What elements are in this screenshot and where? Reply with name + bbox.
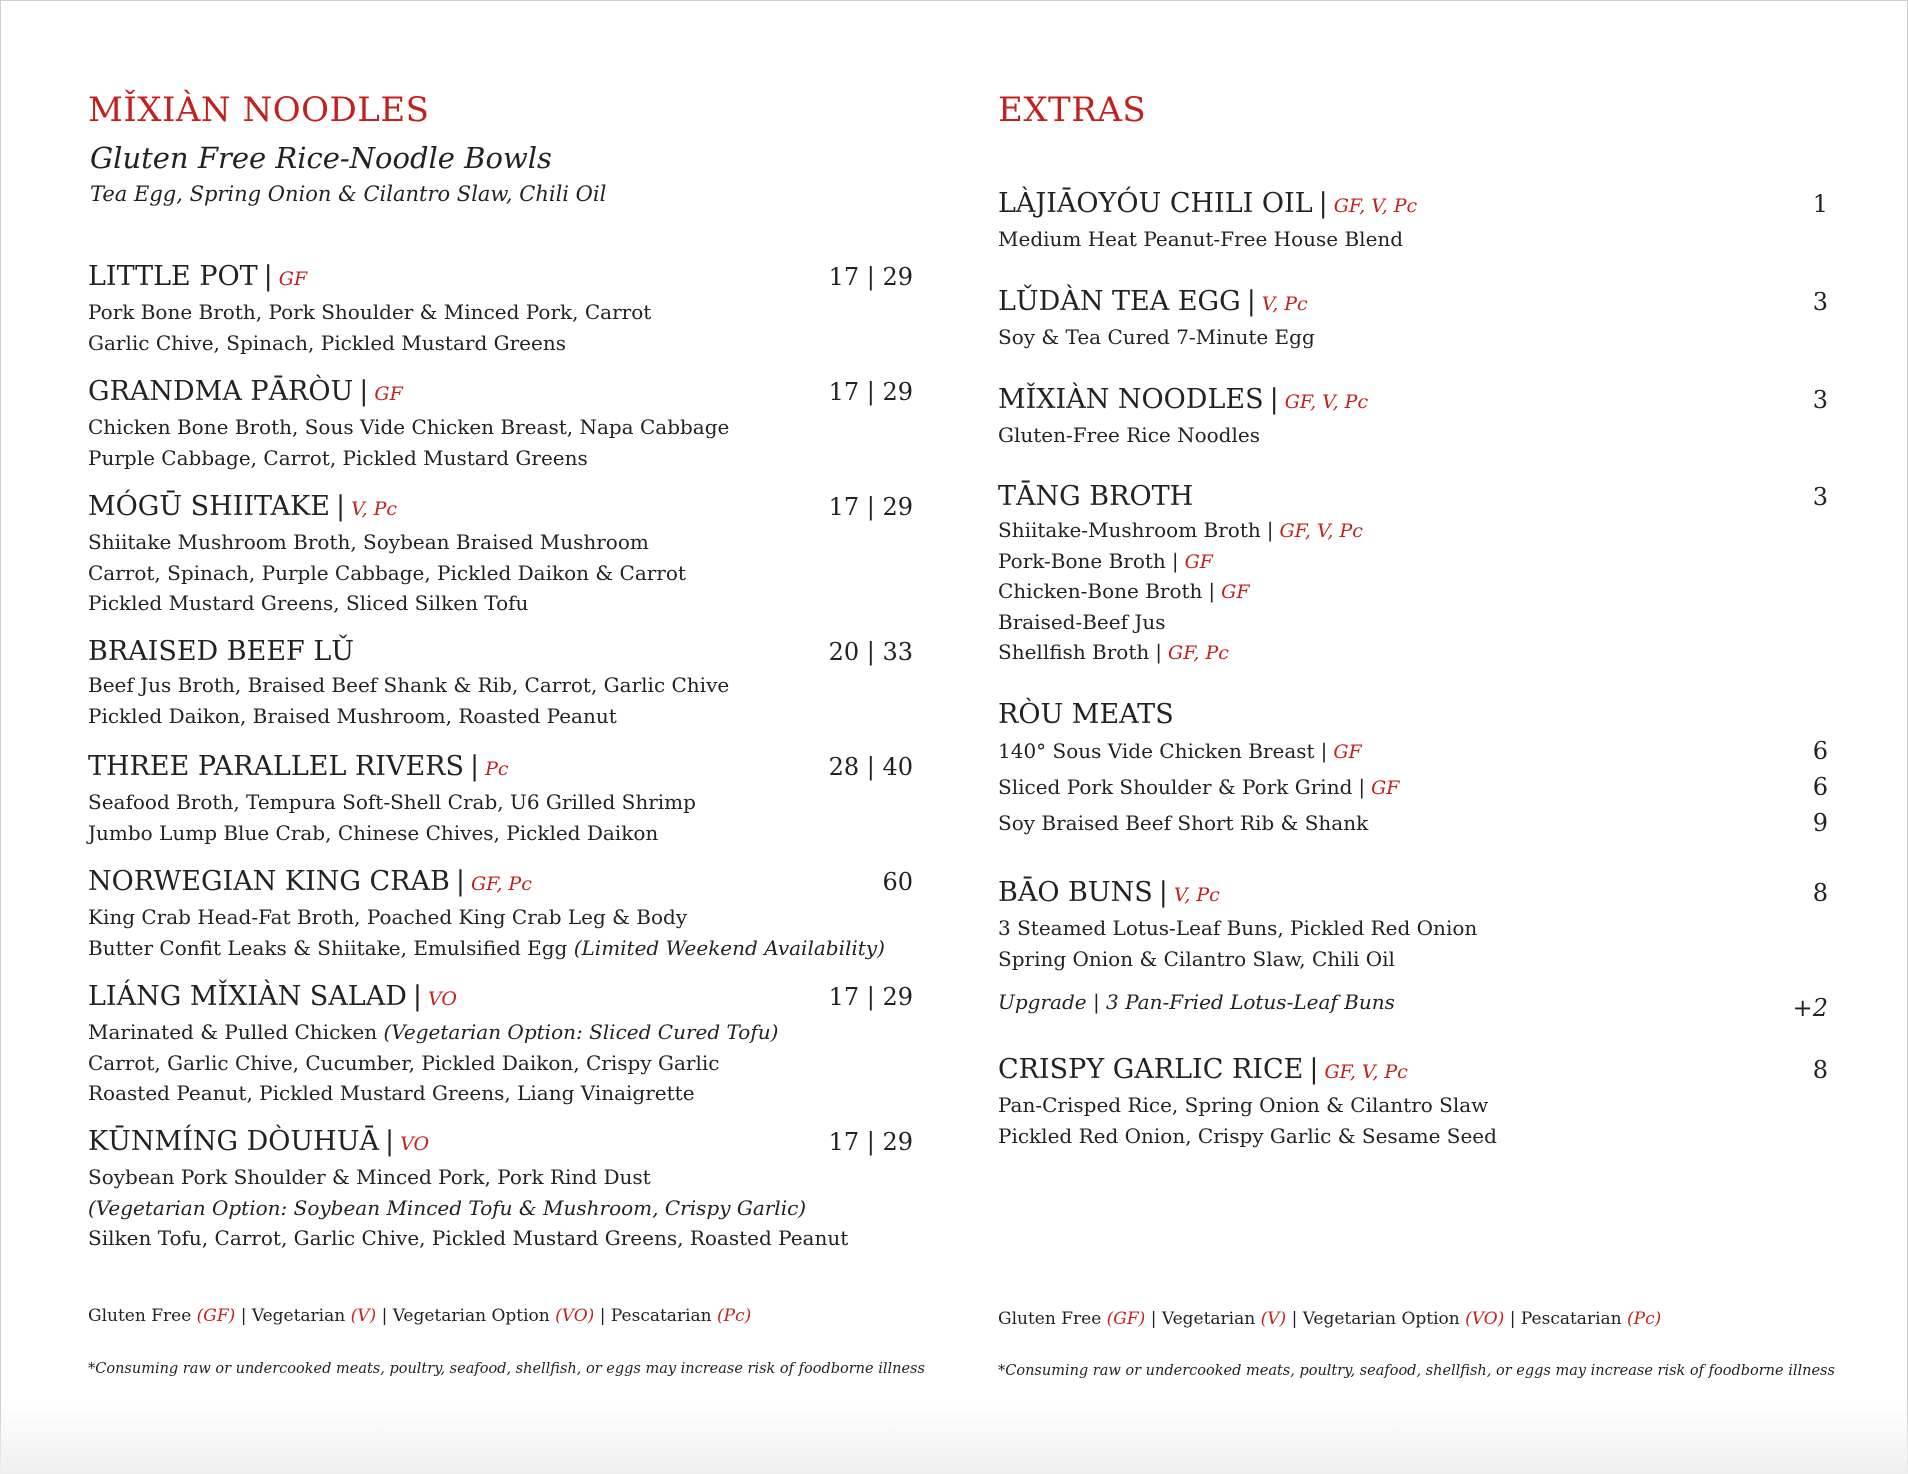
description-line: Beef Jus Broth, Braised Beef Shank & Rib, Carrot, Garlic Chive xyxy=(88,673,730,697)
item-description xyxy=(88,1017,913,1109)
item-price: 8 xyxy=(1812,1056,1828,1084)
upgrade-label: Upgrade | 3 Pan-Fried Lotus-Leaf Buns xyxy=(998,990,1395,1014)
item-name: THREE PARALLEL RIVERS xyxy=(88,751,465,782)
item-tags: GF, V, Pc xyxy=(1284,391,1369,413)
item-price: 17 | 29 xyxy=(828,1128,913,1156)
broth-label: Pork-Bone Broth xyxy=(998,548,1166,573)
item-price: 8 xyxy=(1812,879,1828,907)
broth-option xyxy=(998,607,1828,638)
item-separator: | xyxy=(412,981,422,1012)
item-separator: | xyxy=(1246,286,1256,317)
legend-label: Vegetarian xyxy=(251,1306,346,1326)
item-separator: | xyxy=(263,261,273,292)
item-price: 17 | 29 xyxy=(828,263,913,291)
item-separator: | xyxy=(384,1126,395,1157)
item-description xyxy=(998,1090,1828,1151)
section-subnote: Tea Egg, Spring Onion & Cilantro Slaw, Chili Oil xyxy=(90,182,607,206)
legend-code: (V) xyxy=(350,1306,377,1326)
item-price: 3 xyxy=(1812,288,1828,316)
item-description xyxy=(88,902,913,963)
menu-item xyxy=(88,259,913,358)
item-separator: | xyxy=(455,866,465,897)
item-description xyxy=(998,322,1828,353)
description-line: Gluten-Free Rice Noodles xyxy=(998,423,1260,447)
item-separator: | xyxy=(1318,188,1328,219)
meat-label: Sliced Pork Shoulder & Pork Grind xyxy=(998,775,1353,799)
item-price: 17 | 29 xyxy=(828,493,913,521)
broth-option xyxy=(998,637,1828,668)
description-line: (Vegetarian Option: Soybean Minced Tofu & Mushroom, Crispy Garlic) xyxy=(88,1195,807,1220)
meat-option xyxy=(998,769,1828,805)
description-line: Soy & Tea Cured 7-Minute Egg xyxy=(998,325,1315,349)
item-tags: VO xyxy=(400,1133,430,1155)
item-tags: GF xyxy=(374,383,403,405)
item-name: LITTLE POT xyxy=(88,261,258,292)
menu-item xyxy=(88,489,913,619)
extras-item xyxy=(998,382,1828,451)
meat-price: 6 xyxy=(1812,737,1828,765)
item-name: MǏXIÀN NOODLES xyxy=(998,384,1264,415)
item-name: LÀJIĀOYÓU CHILI OIL xyxy=(998,188,1313,219)
legend-label: Pescatarian xyxy=(610,1306,712,1326)
food-safety-disclaimer: *Consuming raw or undercooked meats, poultry, seafood, shellfish, or eggs may increase risk of foodborne illness xyxy=(88,1361,925,1377)
item-description xyxy=(88,787,913,848)
legend-label: Vegetarian Option xyxy=(1302,1309,1460,1329)
broth-label: Shiitake-Mushroom Broth xyxy=(998,518,1261,542)
legend-code: (GF) xyxy=(196,1306,236,1326)
legend-separator: | xyxy=(1509,1309,1516,1329)
item-description xyxy=(88,297,913,358)
item-price: 20 | 33 xyxy=(828,638,913,666)
item-price: 28 | 40 xyxy=(828,753,913,781)
legend-separator: | xyxy=(381,1306,388,1326)
legend-separator: | xyxy=(1150,1309,1157,1329)
description-line xyxy=(88,933,913,964)
meat-price: 9 xyxy=(1812,809,1828,837)
legend-label: Vegetarian Option xyxy=(392,1306,550,1326)
description-line: 3 Steamed Lotus-Leaf Buns, Pickled Red Onion xyxy=(998,916,1478,940)
item-tags: GF xyxy=(278,268,308,290)
item-price: 17 | 29 xyxy=(828,378,913,406)
item-name: CRISPY GARLIC RICE xyxy=(998,1054,1304,1085)
description-line: Shiitake Mushroom Broth, Soybean Braised Mushroom xyxy=(88,530,649,554)
item-separator: | xyxy=(335,491,346,522)
description-line: Pickled Daikon, Braised Mushroom, Roasted Peanut xyxy=(88,703,617,728)
legend-code: (Pc) xyxy=(1627,1309,1662,1329)
item-name: BRAISED BEEF LǓ xyxy=(88,636,355,667)
item-separator: | xyxy=(1208,579,1216,603)
description-line: Pork Bone Broth, Pork Shoulder & Minced Pork, Carrot xyxy=(88,300,652,324)
description-line xyxy=(88,1017,913,1048)
item-separator: | xyxy=(1266,518,1274,542)
item-price: 1 xyxy=(1812,190,1828,218)
availability-note: (Limited Weekend Availability) xyxy=(573,935,885,960)
item-name: GRANDMA PĀRÒU xyxy=(88,376,354,407)
item-price: 17 | 29 xyxy=(828,983,913,1011)
broth-list xyxy=(998,515,1828,668)
broth-option xyxy=(998,546,1828,577)
legend-code: (VO) xyxy=(555,1306,595,1326)
item-name: LIÁNG MǏXIÀN SALAD xyxy=(88,981,407,1012)
description-line: Purple Cabbage, Carrot, Pickled Mustard Greens xyxy=(88,445,588,470)
description-line: Silken Tofu, Carrot, Garlic Chive, Pickled Mustard Greens, Roasted Peanut xyxy=(88,1226,849,1250)
description-line: Garlic Chive, Spinach, Pickled Mustard Greens xyxy=(88,330,566,355)
legend-label: Vegetarian xyxy=(1161,1309,1256,1329)
item-name: BĀO BUNS xyxy=(998,877,1153,908)
food-safety-disclaimer: *Consuming raw or undercooked meats, poultry, seafood, shellfish, or eggs may increase risk of foodborne illness xyxy=(998,1363,1835,1379)
broth-tags: GF xyxy=(1221,581,1250,603)
item-name: LǓDÀN TEA EGG xyxy=(998,286,1241,317)
description-line: Pickled Mustard Greens, Sliced Silken Tofu xyxy=(88,591,529,615)
broth-option xyxy=(998,515,1828,546)
meat-option xyxy=(998,805,1828,841)
meat-tags: GF xyxy=(1371,777,1400,799)
broth-label: Chicken-Bone Broth xyxy=(998,579,1203,603)
item-description xyxy=(88,527,913,619)
item-tags: GF, Pc xyxy=(470,873,532,895)
item-separator: | xyxy=(1155,640,1163,664)
legend-code: (V) xyxy=(1260,1309,1287,1329)
legend-code: (VO) xyxy=(1465,1309,1505,1329)
item-tags: GF, V, Pc xyxy=(1333,195,1418,217)
item-price: 3 xyxy=(1812,386,1828,414)
description-line: Carrot, Spinach, Purple Cabbage, Pickled Daikon & Carrot xyxy=(88,560,686,585)
item-description xyxy=(88,670,913,731)
description-line: Roasted Peanut, Pickled Mustard Greens, Liang Vinaigrette xyxy=(88,1081,695,1105)
description-line: Chicken Bone Broth, Sous Vide Chicken Breast, Napa Cabbage xyxy=(88,415,730,439)
item-description xyxy=(88,1162,913,1254)
item-separator: | xyxy=(1358,775,1366,799)
legend-separator: | xyxy=(599,1306,606,1326)
upgrade-price: +2 xyxy=(1792,994,1828,1022)
menu-item xyxy=(88,634,913,731)
item-tags: VO xyxy=(427,988,457,1010)
broth-label: Braised-Beef Jus xyxy=(998,609,1166,634)
item-name: NORWEGIAN KING CRAB xyxy=(88,866,450,897)
item-name: MÓGŪ SHIITAKE xyxy=(88,491,330,522)
extras-item-meats xyxy=(998,697,1828,841)
meat-tags: GF xyxy=(1333,741,1362,763)
description-line: Pickled Red Onion, Crispy Garlic & Sesame Seed xyxy=(998,1123,1497,1148)
legend-label: Gluten Free xyxy=(998,1309,1102,1329)
menu-item xyxy=(88,374,913,473)
menu-item xyxy=(88,749,913,848)
broth-label: Shellfish Broth xyxy=(998,640,1150,664)
broth-option xyxy=(998,576,1828,607)
description-line: Pan-Crisped Rice, Spring Onion & Cilantro Slaw xyxy=(998,1093,1489,1117)
upgrade-option xyxy=(998,990,1828,1022)
item-tags: V, Pc xyxy=(351,498,397,520)
legend-separator: | xyxy=(1291,1309,1298,1329)
menu-item xyxy=(88,1124,913,1254)
item-description xyxy=(998,224,1828,255)
dietary-legend xyxy=(88,1306,751,1326)
item-separator: | xyxy=(1158,877,1168,908)
extras-item xyxy=(998,1052,1828,1151)
legend-separator: | xyxy=(240,1306,247,1326)
item-tags: V, Pc xyxy=(1173,884,1220,906)
item-separator: | xyxy=(359,376,369,407)
item-tags: Pc xyxy=(485,758,509,780)
item-separator: | xyxy=(1320,739,1328,763)
vegetarian-option-note: (Vegetarian Option: Sliced Cured Tofu) xyxy=(383,1020,779,1044)
description-line: Medium Heat Peanut-Free House Blend xyxy=(998,227,1404,251)
meat-list xyxy=(998,733,1828,841)
meat-label: Soy Braised Beef Short Rib & Shank xyxy=(998,811,1369,835)
bottom-shadow xyxy=(0,1404,1908,1474)
item-separator: | xyxy=(1269,384,1279,415)
section-title-extras: EXTRAS xyxy=(998,90,1147,130)
description-line: Jumbo Lump Blue Crab, Chinese Chives, Pickled Daikon xyxy=(88,820,659,845)
extras-item xyxy=(998,284,1828,353)
description-line: Carrot, Garlic Chive, Cucumber, Pickled Daikon, Crispy Garlic xyxy=(88,1050,720,1075)
menu-item xyxy=(88,864,913,963)
item-name: RÒU MEATS xyxy=(998,699,1174,730)
extras-item xyxy=(998,875,1828,974)
item-description xyxy=(88,412,913,473)
item-name: TĀNG BROTH xyxy=(998,481,1194,512)
description-line: Seafood Broth, Tempura Soft-Shell Crab, U6 Grilled Shrimp xyxy=(88,790,696,814)
item-description xyxy=(998,420,1828,451)
item-tags: V, Pc xyxy=(1261,293,1308,315)
item-price: 60 xyxy=(882,868,913,896)
description-text: Butter Confit Leaks & Shiitake, Emulsified Egg xyxy=(88,935,568,960)
description-text: Marinated & Pulled Chicken xyxy=(88,1020,378,1044)
item-separator: | xyxy=(470,751,480,782)
meat-option xyxy=(998,733,1828,769)
legend-label: Pescatarian xyxy=(1520,1309,1622,1329)
item-separator: | xyxy=(1309,1054,1319,1085)
dietary-legend xyxy=(998,1309,1661,1329)
section-subtitle: Gluten Free Rice-Noodle Bowls xyxy=(90,141,552,175)
item-separator: | xyxy=(1171,548,1179,573)
broth-tags: GF, Pc xyxy=(1168,642,1229,664)
item-tags: GF, V, Pc xyxy=(1324,1061,1408,1083)
meat-price: 6 xyxy=(1812,773,1828,801)
extras-item-broth xyxy=(998,479,1828,668)
description-line: Spring Onion & Cilantro Slaw, Chili Oil xyxy=(998,946,1395,971)
menu-item xyxy=(88,979,913,1109)
legend-code: (Pc) xyxy=(717,1306,752,1326)
item-description xyxy=(998,913,1828,974)
description-line: King Crab Head-Fat Broth, Poached King Crab Leg & Body xyxy=(88,905,688,929)
legend-code: (GF) xyxy=(1106,1309,1146,1329)
description-line: Soybean Pork Shoulder & Minced Pork, Pork Rind Dust xyxy=(88,1165,651,1189)
extras-item xyxy=(998,186,1828,255)
section-title-noodles: MǏXIÀN NOODLES xyxy=(88,90,430,130)
item-name: KŪNMÍNG DÒUHUĀ xyxy=(88,1126,379,1157)
item-price: 3 xyxy=(1812,483,1828,511)
broth-tags: GF, V, Pc xyxy=(1279,520,1363,542)
broth-tags: GF xyxy=(1184,550,1213,573)
meat-label: 140° Sous Vide Chicken Breast xyxy=(998,739,1315,763)
legend-label: Gluten Free xyxy=(88,1306,192,1326)
